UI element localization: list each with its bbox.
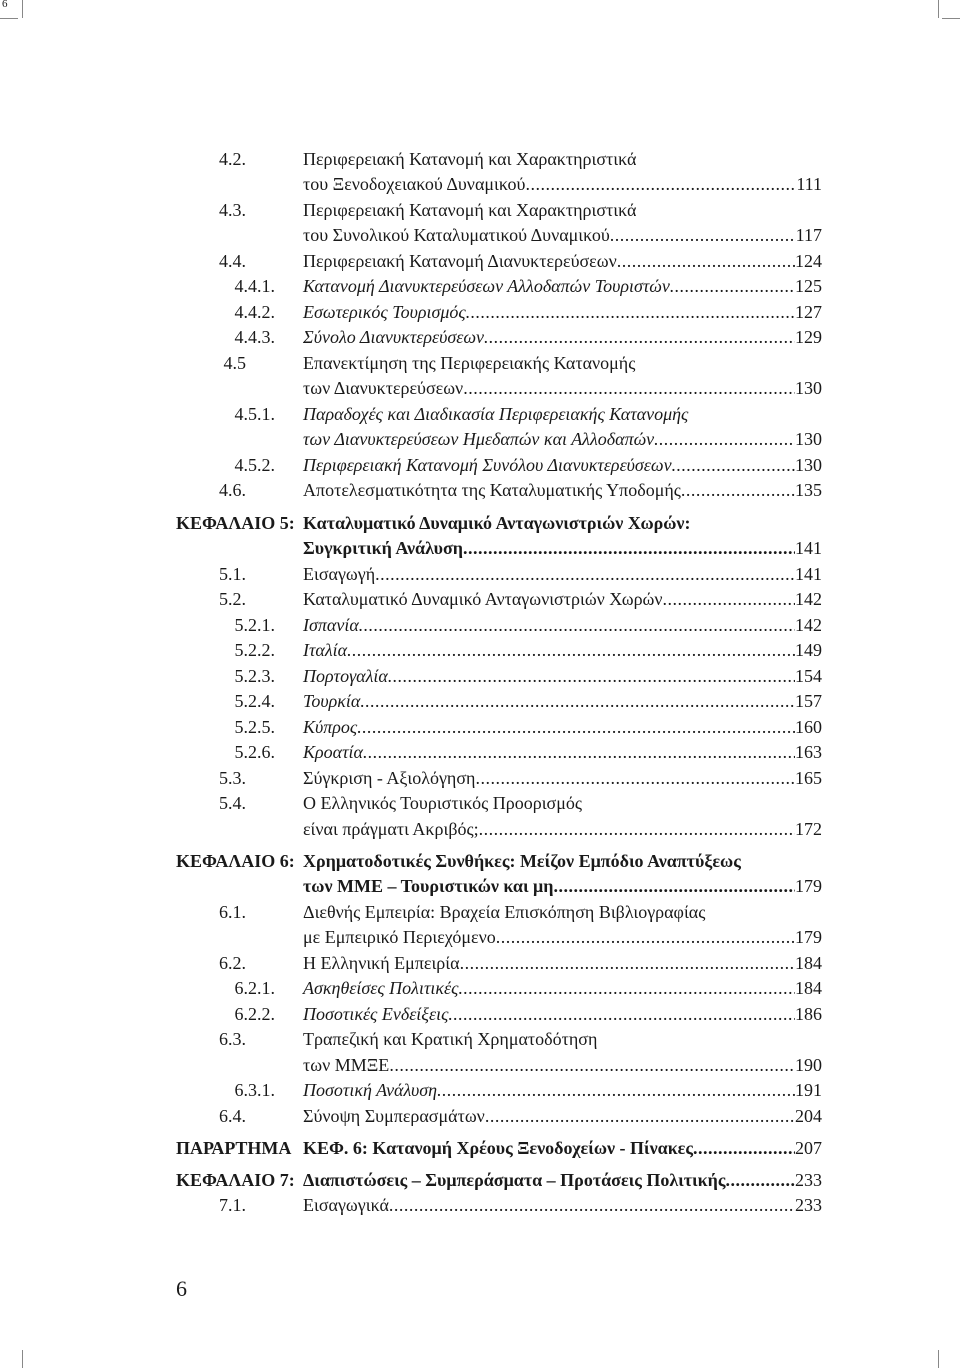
toc-entry bbox=[0, 248, 960, 274]
toc-entry-title: Ποσοτικές Ενδείξεις bbox=[303, 1004, 449, 1024]
toc-entry-number: 5.2.3. bbox=[234, 666, 275, 686]
dot-leader bbox=[463, 375, 795, 401]
toc-entry bbox=[0, 375, 960, 401]
toc-entry-page: 163 bbox=[795, 742, 822, 762]
toc-entry bbox=[0, 873, 960, 899]
toc-entry-number: 5.2.5. bbox=[234, 717, 275, 737]
toc-entry bbox=[0, 975, 960, 1001]
toc-entry-page: 154 bbox=[795, 666, 822, 686]
toc-entry-page: 142 bbox=[795, 589, 822, 609]
toc-entry bbox=[0, 765, 960, 791]
toc-entry-title: Η Ελληνική Εμπειρία bbox=[303, 953, 460, 973]
toc-entry-number: 6.4. bbox=[219, 1106, 246, 1126]
toc-entry-number: 5.2.1. bbox=[234, 615, 275, 635]
toc-entry-page: 117 bbox=[795, 225, 822, 245]
toc-entry-number: 6.3.1. bbox=[234, 1080, 275, 1100]
toc-entry-title: των Διανυκτερεύσεων Ημεδαπών και Αλλοδαπών bbox=[303, 429, 655, 449]
toc-entry-title: Διεθνής Εμπειρία: Βραχεία Επισκόπηση Βιβλιογραφίας bbox=[303, 902, 706, 922]
toc-entry-title: Ποσοτική Ανάλυση bbox=[303, 1080, 438, 1100]
dot-leader bbox=[357, 714, 795, 740]
toc-entry-title: Περιφερειακή Κατανομή Διανυκτερεύσεων bbox=[303, 251, 617, 271]
toc-entry-title: Αποτελεσματικότητα της Καταλυματικής Υποδομής bbox=[303, 480, 681, 500]
toc-entry-page: 130 bbox=[795, 429, 822, 449]
footer-page-number: 6 bbox=[176, 1276, 187, 1301]
toc-entry-number: 6.2.1. bbox=[234, 978, 275, 998]
toc-entry bbox=[0, 324, 960, 350]
toc-entry bbox=[0, 350, 960, 376]
toc-entry-number: 4.4.2. bbox=[234, 302, 275, 322]
toc-entry-title: Ισπανία bbox=[303, 615, 359, 635]
toc-entry-number: 5.1. bbox=[219, 564, 246, 584]
dot-leader bbox=[463, 535, 795, 561]
dot-leader bbox=[388, 663, 795, 689]
toc-entry bbox=[0, 222, 960, 248]
toc-entry-title: Κροατία bbox=[303, 742, 363, 762]
toc-entry-number: 5.2.6. bbox=[234, 742, 275, 762]
toc-entry-title: Παραδοχές και Διαδικασία Περιφερειακής Κατανομής bbox=[303, 404, 689, 424]
toc-entry bbox=[0, 1001, 960, 1027]
dot-leader bbox=[359, 612, 795, 638]
toc-entry-title: Εισαγωγή bbox=[303, 564, 376, 584]
dot-leader bbox=[363, 739, 795, 765]
toc-entry bbox=[0, 790, 960, 816]
toc-entry-number: 5.2.4. bbox=[234, 691, 275, 711]
dot-leader bbox=[496, 924, 795, 950]
toc-entry-number: 4.2. bbox=[219, 149, 246, 169]
toc-entry-title: Περιφερειακή Κατανομή Συνόλου Διανυκτερεύσεων bbox=[303, 455, 672, 475]
toc-entry-title: Ο Ελληνικός Τουριστικός Προορισμός bbox=[303, 793, 583, 813]
toc-entry-number: ΚΕΦΑΛΑΙΟ 5: bbox=[176, 513, 295, 533]
dot-leader bbox=[617, 248, 795, 274]
toc-entry-page: 204 bbox=[795, 1106, 822, 1126]
dot-leader bbox=[389, 1192, 795, 1218]
toc-entry bbox=[0, 816, 960, 842]
dot-leader bbox=[610, 222, 796, 248]
toc-entry bbox=[0, 477, 960, 503]
dot-leader bbox=[375, 561, 795, 587]
toc-entry-page: 142 bbox=[795, 615, 822, 635]
toc-entry-page: 184 bbox=[795, 978, 822, 998]
dot-leader bbox=[460, 950, 795, 976]
dot-leader bbox=[670, 273, 795, 299]
toc-entry bbox=[0, 899, 960, 925]
toc-entry-page: 179 bbox=[795, 927, 822, 947]
toc-entry-number: 5.2. bbox=[219, 589, 246, 609]
dot-leader bbox=[448, 1001, 795, 1027]
toc-entry-number: 6.2. bbox=[219, 953, 246, 973]
toc-entry-page: 124 bbox=[795, 251, 822, 271]
dot-leader bbox=[672, 452, 795, 478]
toc-entry-page: 141 bbox=[795, 538, 822, 558]
toc-entry bbox=[0, 848, 960, 874]
dot-leader bbox=[725, 1167, 795, 1193]
dot-leader bbox=[663, 586, 795, 612]
toc-entry-page: 135 bbox=[795, 480, 822, 500]
toc-entry-title: Διαπιστώσεις – Συμπεράσματα – Προτάσεις Πολιτικής bbox=[303, 1170, 726, 1190]
toc-entry bbox=[0, 171, 960, 197]
toc-entry-page: 130 bbox=[795, 455, 822, 475]
toc-entry bbox=[0, 299, 960, 325]
toc-entry-number: 4.4. bbox=[219, 251, 246, 271]
toc-entry-title: Συγκριτική Ανάλυση bbox=[303, 538, 464, 558]
toc-entry-title: Περιφερειακή Κατανομή και Χαρακτηριστικά bbox=[303, 149, 637, 169]
toc-entry bbox=[0, 950, 960, 976]
toc-entry bbox=[0, 586, 960, 612]
dot-leader bbox=[389, 1052, 795, 1078]
toc-entry bbox=[0, 1192, 960, 1218]
toc-entry-title: Καταλυματικό Δυναμικό Ανταγωνιστριών Χωρών: bbox=[303, 513, 691, 533]
toc-entry-number: 4.5.1. bbox=[234, 404, 275, 424]
toc-entry bbox=[0, 714, 960, 740]
toc-entry-number: 4.3. bbox=[219, 200, 246, 220]
toc-entry-page: 165 bbox=[795, 768, 822, 788]
toc-entry-title: Τουρκία bbox=[303, 691, 361, 711]
dot-leader bbox=[466, 299, 795, 325]
dot-leader bbox=[437, 1077, 795, 1103]
toc-entry bbox=[0, 1103, 960, 1129]
dot-leader bbox=[681, 477, 795, 503]
dot-leader bbox=[360, 688, 795, 714]
toc-entry-page: 149 bbox=[795, 640, 822, 660]
toc-entry-page: 207 bbox=[795, 1138, 822, 1158]
toc-entry-page: 130 bbox=[795, 378, 822, 398]
toc-entry-title: Περιφερειακή Κατανομή και Χαρακτηριστικά bbox=[303, 200, 637, 220]
toc-entry-title: των ΜΜΕ – Τουριστικών και μη bbox=[303, 876, 554, 896]
corner-page-number: 6 bbox=[2, 0, 8, 10]
toc-entry-number: 4.4.1. bbox=[234, 276, 275, 296]
toc-entry-title: Σύγκριση - Αξιολόγηση bbox=[303, 768, 476, 788]
toc-entry-title: του Συνολικού Καταλυματικού Δυναμικού bbox=[303, 225, 610, 245]
toc-entry bbox=[0, 1026, 960, 1052]
toc-entry-number: 4.4.3. bbox=[234, 327, 275, 347]
toc-entry-number: 7.1. bbox=[219, 1195, 246, 1215]
toc-entry-number: 5.2.2. bbox=[234, 640, 275, 660]
toc-entry bbox=[0, 1135, 960, 1161]
toc-entry-title: του Ξενοδοχειακού Δυναμικού bbox=[303, 174, 526, 194]
toc-entry-number: ΚΕΦΑΛΑΙΟ 7: bbox=[176, 1170, 295, 1190]
dot-leader bbox=[475, 765, 795, 791]
toc-entry-title: Επανεκτίμηση της Περιφερειακής Κατανομής bbox=[303, 353, 636, 373]
toc-entry-title: Ιταλία bbox=[303, 640, 348, 660]
toc-entry-page: 141 bbox=[795, 564, 822, 584]
toc-entry-title: Σύνολο Διανυκτερεύσεων bbox=[303, 327, 485, 347]
dot-leader bbox=[654, 426, 795, 452]
toc-entry-page: 179 bbox=[795, 876, 822, 896]
toc-entry bbox=[0, 535, 960, 561]
dot-leader bbox=[347, 637, 795, 663]
toc-entry bbox=[0, 1077, 960, 1103]
toc-entry-page: 184 bbox=[795, 953, 822, 973]
toc-entry bbox=[0, 146, 960, 172]
toc-entry-page: 190 bbox=[795, 1055, 822, 1075]
toc-entry-number: 5.3. bbox=[219, 768, 246, 788]
toc-entry-page: 125 bbox=[795, 276, 822, 296]
toc-entry-title: των ΜΜΞΕ bbox=[303, 1055, 390, 1075]
toc-entry-number: 6.3. bbox=[219, 1029, 246, 1049]
toc-entry-page: 191 bbox=[795, 1080, 822, 1100]
toc-entry-number: 6.2.2. bbox=[234, 1004, 275, 1024]
dot-leader bbox=[693, 1135, 795, 1161]
toc-entry bbox=[0, 401, 960, 427]
toc-entry-number: ΚΕΦΑΛΑΙΟ 6: bbox=[176, 851, 295, 871]
toc-entry-title: Σύνοψη Συμπερασμάτων bbox=[303, 1106, 485, 1126]
toc-entry bbox=[0, 273, 960, 299]
toc-entry-title: των Διανυκτερεύσεων bbox=[303, 378, 464, 398]
toc-entry bbox=[0, 663, 960, 689]
toc-entry-title: Κύπρος bbox=[303, 717, 358, 737]
dot-leader bbox=[485, 1103, 795, 1129]
toc-entry-title: Εσωτερικός Τουρισμός bbox=[303, 302, 466, 322]
toc-entry-number: 4.5.2. bbox=[234, 455, 275, 475]
toc-entry-number: ΠΑΡΑΡΤΗΜΑ bbox=[176, 1138, 292, 1158]
toc-entry bbox=[0, 426, 960, 452]
toc-entry-page: 233 bbox=[795, 1170, 822, 1190]
dot-leader bbox=[458, 975, 795, 1001]
toc-entry bbox=[0, 1052, 960, 1078]
toc-entry-page: 186 bbox=[795, 1004, 822, 1024]
toc-entry bbox=[0, 510, 960, 536]
toc-entry bbox=[0, 688, 960, 714]
toc-entry-title: Κατανομή Διανυκτερεύσεων Αλλοδαπών Τουριστών bbox=[303, 276, 670, 296]
toc-entry-title: είναι πράγματι Ακριβός; bbox=[303, 819, 479, 839]
toc-entry-number: 5.4. bbox=[219, 793, 246, 813]
toc-entry-page: 172 bbox=[795, 819, 822, 839]
toc-entry-page: 233 bbox=[795, 1195, 822, 1215]
dot-leader bbox=[479, 816, 795, 842]
toc-entry-title: Ασκηθείσες Πολιτικές bbox=[303, 978, 459, 998]
toc-entry bbox=[0, 612, 960, 638]
toc-entry-title: Τραπεζική και Κρατική Χρηματοδότηση bbox=[303, 1029, 598, 1049]
dot-leader bbox=[525, 171, 796, 197]
toc-entry bbox=[0, 924, 960, 950]
toc-entry-title: Καταλυματικό Δυναμικό Ανταγωνιστριών Χωρών bbox=[303, 589, 663, 609]
toc-entry-page: 157 bbox=[795, 691, 822, 711]
toc-entry-number: 4.5 bbox=[223, 353, 246, 373]
toc-entry bbox=[0, 1167, 960, 1193]
toc-entry-title: με Εμπειρικό Περιεχόμενο bbox=[303, 927, 496, 947]
toc-entry bbox=[0, 739, 960, 765]
toc-entry-title: Εισαγωγικά bbox=[303, 1195, 389, 1215]
toc-entry-title: Χρηματοδοτικές Συνθήκες: Μείζον Εμπόδιο Αναπτύξεως bbox=[303, 851, 741, 871]
toc-entry-page: 111 bbox=[796, 174, 822, 194]
toc-entry-page: 160 bbox=[795, 717, 822, 737]
toc-entry bbox=[0, 197, 960, 223]
toc-entry-title: ΚΕΦ. 6: Κατανομή Χρέους Ξενοδοχείων - Πίνακες bbox=[303, 1138, 693, 1158]
dot-leader bbox=[484, 324, 795, 350]
toc-entry bbox=[0, 637, 960, 663]
toc-entry-number: 4.6. bbox=[219, 480, 246, 500]
dot-leader bbox=[553, 873, 795, 899]
toc-entry-page: 127 bbox=[795, 302, 822, 322]
toc-entry bbox=[0, 561, 960, 587]
toc-entry-page: 129 bbox=[795, 327, 822, 347]
toc-entry bbox=[0, 452, 960, 478]
toc-entry-number: 6.1. bbox=[219, 902, 246, 922]
toc-entry-title: Πορτογαλία bbox=[303, 666, 388, 686]
